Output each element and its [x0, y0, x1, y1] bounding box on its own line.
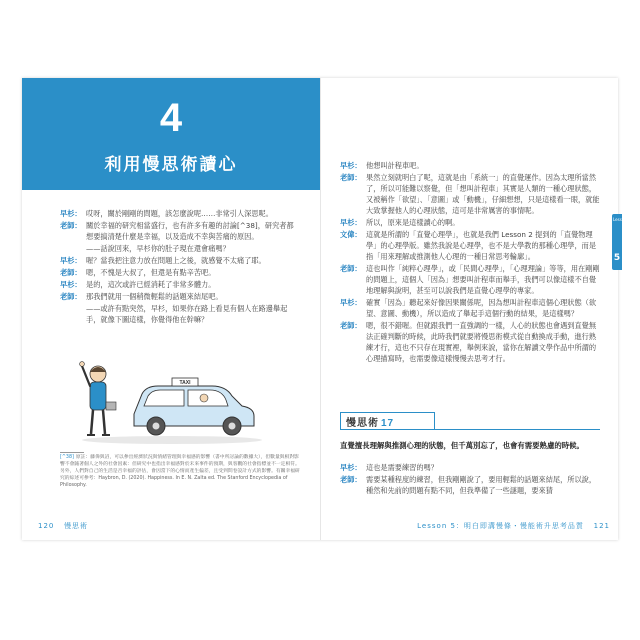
- left-folio: [38, 521, 88, 531]
- footnote-text: 原註：藤偉與沼，可以參出經濟狀況與情緒管理與幸福感的影響（書中所討論的數據大），但數量與相對影響不會隨著個人之外的社會因素：但研究中也指出幸福感對於未來事件的預期，與客觀的社會指標並不一定相符。另外，人們對自己的生活是否幸福的評估，會因當下的心情而產生偏差，且受到問卷設計方式的影響。有關幸福研究的綜述可參考：Haybron, D. (2020). Happiness. In E. N. Zalta ed. The Stanford Encyclopedia of Philosophy.: [60, 455, 300, 488]
- dialogue-text: 喔？當我把注意力放在問題上之後，就感覺不太痛了耶。: [86, 256, 266, 265]
- dialogue-text: 哎呀，關於剛剛的問題，該怎麼說呢……非常引人深思呢。: [86, 209, 273, 218]
- dialogue-line: [60, 303, 300, 325]
- dialogue-line: [60, 208, 300, 219]
- dialogue-line: [340, 172, 602, 216]
- taxi-sign-text: TAXI: [179, 380, 191, 386]
- chapter-title: 利用慢思術讀心: [104, 155, 238, 175]
- lesson-tab-label: Lesson: [613, 217, 627, 222]
- lesson-tab-number: 5: [613, 253, 621, 263]
- dialogue-line: [60, 243, 300, 254]
- dialogue-text: 確實「因為」聽起來好像因果關係呢，因為想叫計程車這個心理狀態（欲望、意圖、動機），所以造成了舉起手這個行動的結果，是這樣嗎？: [366, 298, 597, 318]
- speaker-label: 老師：: [340, 173, 362, 182]
- speaker-label: 文偉：: [340, 230, 362, 239]
- chapter-number: 4: [159, 96, 183, 140]
- speaker-label: 早杉：: [340, 161, 362, 170]
- right-dialogue-2: [340, 462, 602, 497]
- speaker-label: 老師：: [60, 292, 82, 301]
- dialogue-text: 所以，原來是這樣讀心的啊。: [366, 218, 460, 227]
- speaker-label: 老師：: [340, 264, 362, 273]
- dialogue-line: [60, 267, 300, 278]
- page-number: 121: [593, 522, 610, 530]
- footnote-rule: [60, 452, 84, 453]
- dialogue-text: 這也是需要練習的嗎？: [366, 463, 438, 472]
- speaker-label: 老師：: [340, 321, 362, 330]
- taxi-icon: [134, 378, 254, 435]
- right-folio: [417, 521, 610, 531]
- dialogue-line: [340, 160, 602, 171]
- speaker-label: 早杉：: [340, 298, 362, 307]
- mind-technique-rule: [435, 429, 600, 430]
- dialogue-text: ——話說回來，早杉你的肚子現在還會痛嗎？: [86, 244, 230, 253]
- speaker-label: 早杉：: [340, 463, 362, 472]
- key-point: 直覺擅長理解與推測心理的狀態，但千萬別忘了，也會有需要熟慮的時候。: [340, 441, 584, 450]
- dialogue-text: 是的，這次或許已經消耗了非常多體力。: [86, 280, 216, 289]
- page-number: 120: [38, 522, 55, 530]
- dialogue-text: ——或許有點突然，早杉，如果你在路上看見有個人在路邊舉起手，就像下圖這樣，你覺得他在幹嘛？: [86, 304, 288, 324]
- dialogue-line: [340, 474, 602, 496]
- dialogue-text: 那我們就用一個稍微輕鬆的話題來結尾吧。: [86, 292, 223, 301]
- speaker-label: 早杉：: [60, 256, 82, 265]
- speaker-label: 老師：: [60, 221, 82, 230]
- dialogue-line: [340, 462, 602, 473]
- right-dialogue: [340, 160, 602, 365]
- left-dialogue: [60, 208, 300, 326]
- mind-technique-number: 17: [381, 418, 395, 429]
- dialogue-text: 這也叫作「純粹心理學」，或「民間心理學」，「心理理論」等等，用在剛剛的問題上，這個人「因為」想要叫計程車而舉手，我們可以像這樣不自覺地理解與說明，甚至可以說我們是直覺心理學的專家。: [366, 264, 600, 295]
- dialogue-text: 這就是所謂的「直覺心理學」，也就是我們 Lesson 2 提到的「直覺物理學」的心理學版。雖然我說是心理學，也不是大學教的那種心理學，而是指「用來理解或推測他人心理的一種日常思考輪廓」。: [366, 230, 597, 261]
- speaker-label: 早杉：: [340, 218, 362, 227]
- dialogue-text: 需要某種程度的練習，但我剛剛說了，要用輕鬆的話題來結尾，所以說，種然和先前的問題有點不同，但我準備了一些謎題，要來猜: [366, 475, 597, 495]
- speaker-label: 早杉：: [60, 280, 82, 289]
- dialogue-line: [340, 229, 602, 262]
- dialogue-text: 嗯，很不錯喔。但就跟我們一直強調的一樣，人心的狀態也會遇到直覺無法正確判斷的時候，此時我們就要將慢思術模式從自動換成手動，進行熟練才行，這也不只存在現實裡，舉例來說，當你在解讀文學作品中所謂的心理描寫時，也需要像這樣慢慢去思考才行。: [366, 321, 597, 363]
- mind-technique-label: 慢思術: [346, 418, 379, 429]
- taxi-illustration: [76, 344, 262, 444]
- dialogue-line: [60, 255, 300, 266]
- dialogue-line: [60, 220, 300, 242]
- dialogue-line: [340, 217, 602, 228]
- dialogue-text: 關於幸福的研究相當盛行，也有許多有趣的討論[^38]，研究者都想要搞清楚什麼是幸福，以及造成不幸與苦痛的原因。: [86, 221, 294, 241]
- briefcase-icon: [106, 402, 116, 410]
- dialogue-text: 他想叫計程車吧。: [366, 161, 424, 170]
- running-head: 慢思術: [64, 522, 89, 530]
- page-gutter: [320, 78, 321, 540]
- speaker-label: 早杉：: [60, 209, 82, 218]
- mind-technique-heading: [346, 414, 394, 429]
- dialogue-line: [340, 263, 602, 296]
- dialogue-line: [340, 297, 602, 319]
- dialogue-text: 果然立刻就明白了呢，這就是由「系統一」的直覺運作。因為太理所當然了，所以可能難以察覺，但「想叫計程車」其實是人類的一種心理狀態，又被稱作「欲望」、「意圖」或「動機」，仔細想想，只是這樣看一眼，就能大致掌握他人的心理狀態，這可是非常厲害的事情呢。: [366, 173, 600, 215]
- dialogue-line: [60, 279, 300, 290]
- running-head: Lesson 5：明白即溝慢條・慢能術升思考品質: [417, 522, 584, 530]
- footnote: [60, 454, 300, 489]
- dialogue-line: [60, 291, 300, 302]
- footnote-mark: [^38]: [60, 455, 74, 460]
- dialogue-line: [340, 320, 602, 364]
- waving-person-icon: [80, 362, 116, 435]
- dialogue-text: 嗯，不愧是大叔了，但還是有點辛苦吧。: [86, 268, 216, 277]
- ground-shadow: [82, 436, 262, 444]
- speaker-label: 老師：: [60, 268, 82, 277]
- speaker-label: 老師：: [340, 475, 362, 484]
